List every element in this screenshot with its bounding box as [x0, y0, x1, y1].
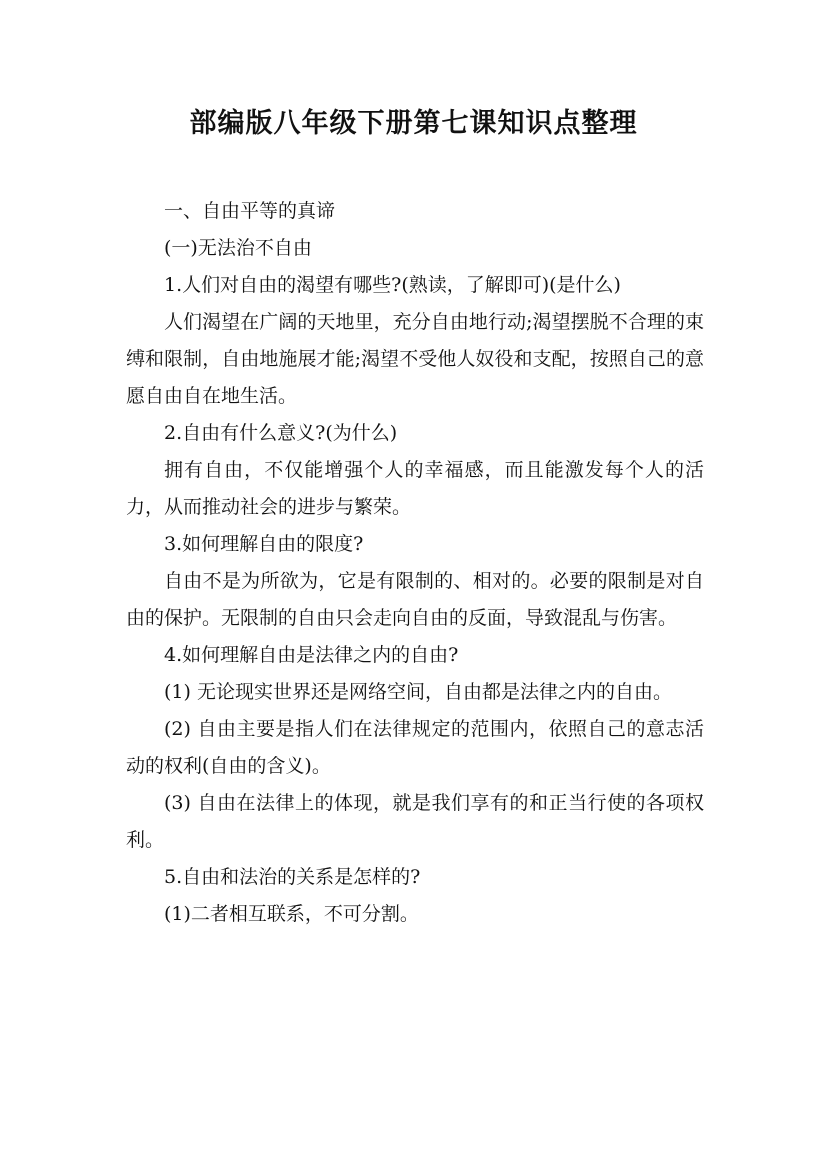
- answer-5-point-1: (1)二者相互联系，不可分割。: [164, 903, 419, 925]
- answer-3: 自由不是为所欲为，它是有限制的、相对的。必要的限制是对自由的保护。无限制的自由只会走向自由的反面，导致混乱与伤害。: [126, 570, 704, 629]
- answer-1: 人们渴望在广阔的天地里，充分自由地行动;渴望摆脱不合理的束缚和限制，自由地施展才能;渴望不受他人奴役和支配，按照自己的意愿自由自在地生活。: [126, 311, 704, 407]
- subsection-heading: (一)无法治不自由: [164, 237, 312, 259]
- answer-4-point-2: (2) 自由主要是指人们在法律规定的范围内，依照自己的意志活动的权利(自由的含义)。: [126, 718, 704, 777]
- document-title: 部编版八年级下册第七课知识点整理: [189, 108, 638, 139]
- question-4: 4.如何理解自由是法律之内的自由?: [164, 644, 459, 666]
- answer-2: 拥有自由，不仅能增强个人的幸福感，而且能激发每个人的活力，从而推动社会的进步与繁荣。: [126, 459, 704, 518]
- question-2: 2.自由有什么意义?(为什么): [164, 422, 398, 444]
- answer-4-point-1: (1) 无论现实世界还是网络空间，自由都是法律之内的自由。: [164, 681, 672, 703]
- question-3: 3.如何理解自由的限度?: [164, 533, 364, 555]
- answer-4-point-3: (3) 自由在法律上的体现，就是我们享有的和正当行使的各项权利。: [126, 792, 704, 851]
- document-body: [126, 193, 704, 933]
- section-heading: 一、自由平等的真谛: [164, 200, 336, 222]
- question-5: 5.自由和法治的关系是怎样的?: [164, 866, 421, 888]
- question-1: 1.人们对自由的渴望有哪些?(熟读，了解即可)(是什么): [164, 274, 621, 296]
